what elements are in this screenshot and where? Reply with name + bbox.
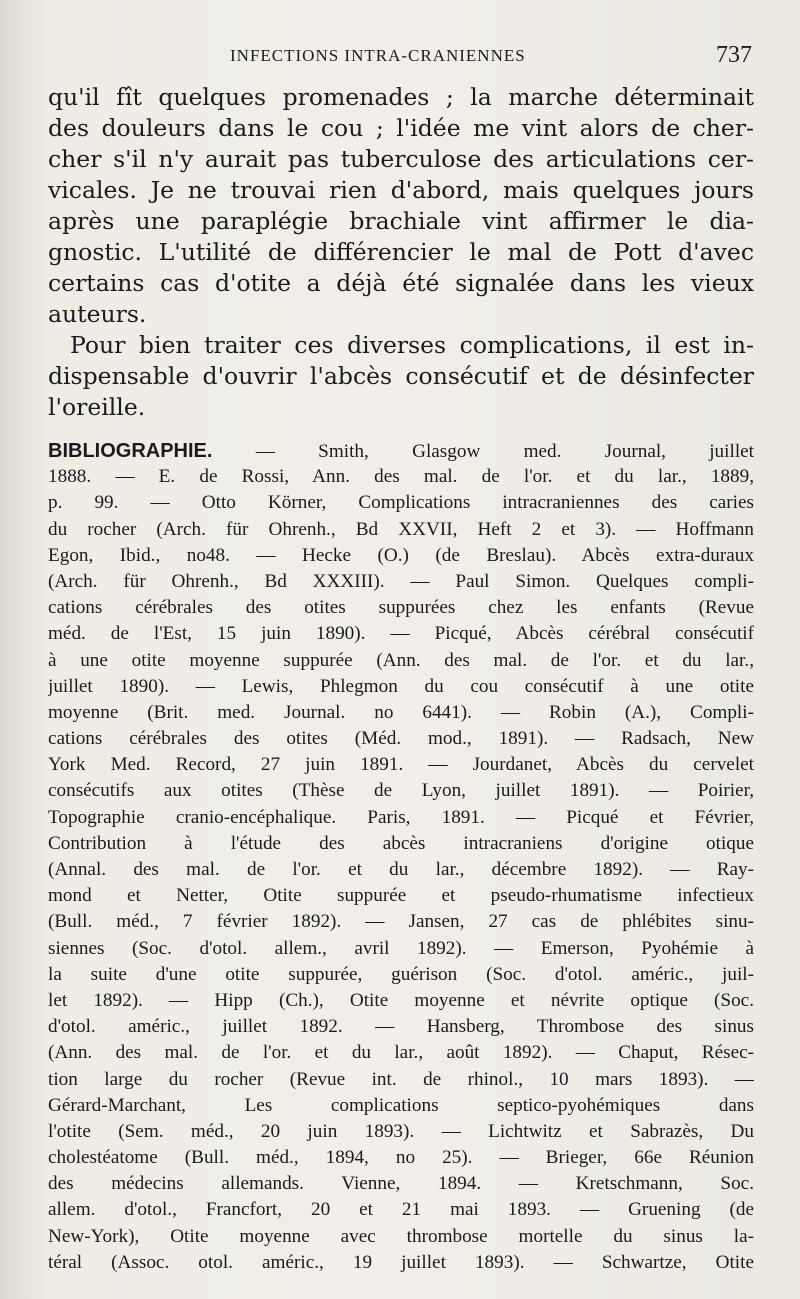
text-line: gnostic. L'utilité de différencier le mal de Pott d'avec	[48, 238, 754, 266]
running-header	[0, 42, 800, 76]
text-line: Pour bien traiter ces diverses complications, il est in-	[70, 331, 754, 359]
page-number: 737	[716, 42, 752, 68]
bibliography-line: p. 99. — Otto Körner, Complications intracraniennes des caries	[48, 492, 754, 514]
bibliography-line: 1888. — E. de Rossi, Ann. des mal. de l'or. et du lar., 1889,	[48, 466, 754, 488]
bibliography-line: York Med. Record, 27 juin 1891. — Jourdanet, Abcès du cervelet	[48, 754, 754, 776]
bibliography-line: (Arch. für Ohrenh., Bd XXXIII). — Paul Simon. Quelques compli-	[48, 570, 754, 592]
bibliography-heading: BIBLIOGRAPHIE.	[48, 440, 213, 462]
bibliography-first-line	[48, 438, 754, 464]
bibliography-lines	[48, 464, 754, 1276]
text-line: des douleurs dans le cou ; l'idée me vint alors de cher-	[48, 114, 754, 142]
bibliography-line: la suite d'une otite suppurée, guérison (Soc. d'otol. améric., juil-	[48, 963, 754, 985]
bibliography-line: l'otite (Sem. méd., 20 juin 1893). — Lichtwitz et Sabrazès, Du	[48, 1120, 754, 1142]
text-line: cher s'il n'y aurait pas tuberculose des articulations cer-	[48, 145, 754, 173]
bibliography-line: mond et Netter, Otite suppurée et pseudo-rhumatisme infectieux	[48, 885, 754, 907]
bibliography-line: à une otite moyenne suppurée (Ann. des mal. de l'or. et du lar.,	[48, 649, 754, 671]
bibliography-line: du rocher (Arch. für Ohrenh., Bd XXVII, Heft 2 et 3). — Hoffmann	[48, 518, 754, 540]
text-line: certains cas d'otite a déjà été signalée dans les vieux	[48, 269, 754, 297]
text-line: l'oreille.	[48, 393, 146, 421]
running-title: INFECTIONS INTRA-CRANIENNES	[230, 46, 526, 65]
bibliography-line: cations cérébrales des otites (Méd. mod., 1891). — Radsach, New	[48, 728, 754, 750]
bibliography-line: tion large du rocher (Revue int. de rhinol., 10 mars 1893). —	[48, 1068, 754, 1090]
bibliography-line: allem. d'otol., Francfort, 20 et 21 mai 1893. — Gruening (de	[48, 1199, 754, 1221]
bibliography-line: moyenne (Brit. med. Journal. no 6441). — Robin (A.), Compli-	[48, 701, 754, 723]
bibliography-line: (Annal. des mal. de l'or. et du lar., décembre 1892). — Ray-	[48, 859, 754, 880]
bibliography	[48, 438, 754, 1276]
bibliography-line: méd. de l'Est, 15 juin 1890). — Picqué, Abcès cérébral consécutif	[48, 623, 754, 645]
bibliography-line: Gérard-Marchant, Les complications septico-pyohémiques dans	[48, 1094, 754, 1116]
bibliography-line: (Ann. des mal. de l'or. et du lar., août 1892). — Chaput, Résec-	[48, 1042, 754, 1064]
bibliography-line: cations cérébrales des otites suppurées chez les enfants (Revue	[48, 597, 754, 619]
bibliography-line: siennes (Soc. d'otol. allem., avril 1892). — Emerson, Pyohémie à	[48, 937, 754, 959]
bibliography-line: des médecins allemands. Vienne, 1894. — Kretschmann, Soc.	[48, 1173, 754, 1195]
bibliography-line: cholestéatome (Bull. méd., 1894, no 25). — Brieger, 66e Réunion	[48, 1147, 754, 1169]
bibliography-line: New-York), Otite moyenne avec thrombose mortelle du sinus la-	[48, 1225, 754, 1247]
bibliography-line: d'otol. améric., juillet 1892. — Hansberg, Thrombose des sinus	[48, 1016, 754, 1038]
bibliography-line: let 1892). — Hipp (Ch.), Otite moyenne et névrite optique (Soc.	[48, 989, 754, 1011]
text-line: qu'il fît quelques promenades ; la marche déterminait	[48, 83, 754, 111]
bibliography-line: consécutifs aux otites (Thèse de Lyon, juillet 1891). — Poirier,	[48, 780, 754, 802]
text-line: auteurs.	[48, 300, 147, 328]
bibliography-line: téral (Assoc. otol. améric., 19 juillet 1893). — Schwartze, Otite	[48, 1251, 754, 1273]
bibliography-line: (Bull. méd., 7 février 1892). — Jansen, 27 cas de phlébites sinu-	[48, 911, 754, 933]
bibliography-line: Contribution à l'étude des abcès intracraniens d'origine otique	[48, 832, 754, 854]
text-line: vicales. Je ne trouvai rien d'abord, mais quelques jours	[48, 176, 754, 204]
bibliography-line: juillet 1890). — Lewis, Phlegmon du cou consécutif à une otite	[48, 675, 754, 697]
bibliography-line: Egon, Ibid., no48. — Hecke (O.) (de Breslau). Abcès extra-duraux	[48, 544, 754, 566]
main-text	[48, 82, 754, 423]
bibliography-entry: — Smith, Glasgow med. Journal, juillet	[212, 441, 754, 462]
text-line: après une paraplégie brachiale vint affirmer le dia-	[48, 207, 754, 235]
bibliography-line: Topographie cranio-encéphalique. Paris, 1891. — Picqué et Février,	[48, 806, 754, 828]
text-line: dispensable d'ouvrir l'abcès consécutif et de désinfecter	[48, 362, 754, 390]
